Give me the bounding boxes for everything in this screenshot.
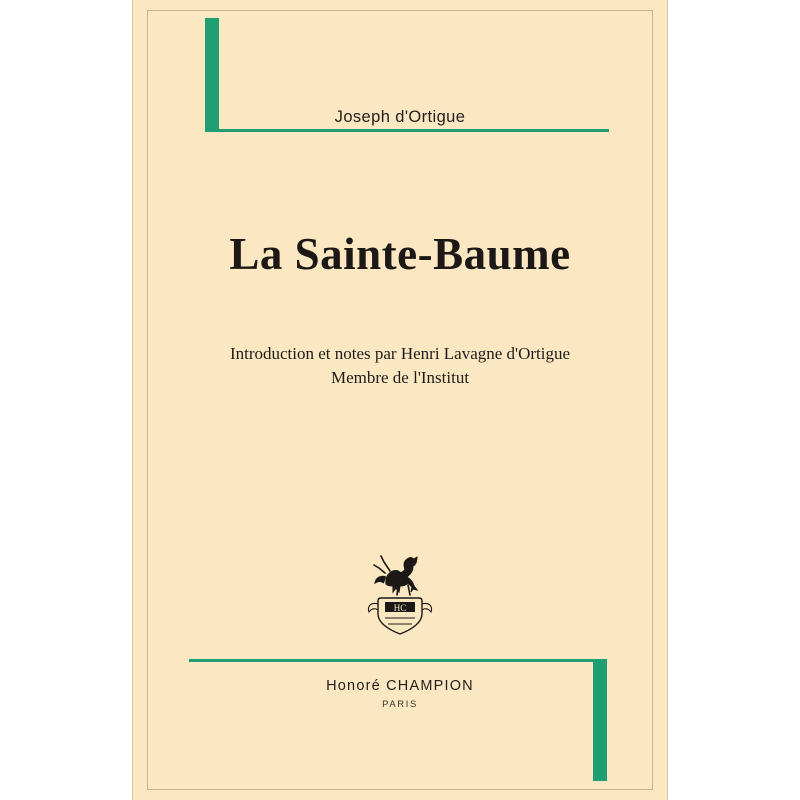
subtitle-block: [133, 342, 667, 390]
author-name: Joseph d'Ortigue: [334, 108, 466, 126]
publisher-name: Honoré CHAMPION: [326, 678, 474, 694]
decorative-rule-bottom: [189, 659, 593, 662]
subtitle-line-1: Introduction et notes par Henri Lavagne d'Ortigue: [229, 344, 571, 363]
subtitle-line-2: Membre de l'Institut: [330, 368, 470, 388]
book-title: La Sainte-Baume: [229, 229, 571, 279]
book-cover: [132, 0, 668, 800]
emblem-monogram: HC: [393, 603, 407, 613]
cover-inner-frame: [147, 10, 653, 790]
publisher-city: PARIS: [382, 699, 418, 710]
decorative-rule-top: [205, 129, 609, 132]
rearing-horse-crest-icon: [355, 540, 445, 640]
